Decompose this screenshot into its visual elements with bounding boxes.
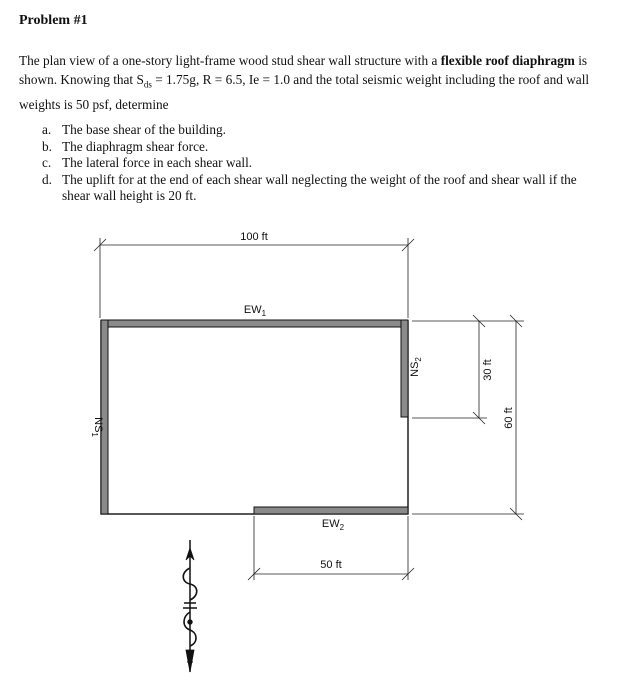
wall-label-ns2-sub: 2 xyxy=(414,357,423,362)
wall-label-ew1 xyxy=(244,304,267,318)
problem-title: Problem #1 xyxy=(19,13,88,28)
wall-label-ns2-base: NS xyxy=(409,361,421,377)
intro-bold-text: flexible roof diaphragm xyxy=(440,53,575,68)
wall-label-ew2-sub: 2 xyxy=(339,523,345,532)
wall-label-ns2 xyxy=(409,357,423,377)
wall-label-ew1-sub: 1 xyxy=(261,309,267,318)
intro-text-1: The plan view of a one-story light-frame wood stud shear wall structure with a xyxy=(19,53,441,68)
wall-label-ew2 xyxy=(322,518,345,532)
wall-ew2 xyxy=(254,507,408,514)
question-label: d. xyxy=(42,171,52,187)
wall-label-ew2-base: EW xyxy=(321,518,340,530)
wall-label-ns1-sub: 1 xyxy=(90,432,99,437)
wall-label-ns1-base: NS xyxy=(92,417,104,433)
question-text: The diaphragm shear force. xyxy=(62,138,209,154)
question-label: a. xyxy=(42,122,52,137)
wall-label-ew1-base: EW xyxy=(243,304,262,316)
building-outline xyxy=(101,321,408,514)
dim-label-top: 100 ft xyxy=(240,231,268,243)
dim-label-right-inner: 30 ft xyxy=(482,359,494,381)
question-text: The base shear of the building. xyxy=(62,122,226,137)
dim-label-right-outer: 60 ft xyxy=(503,407,515,429)
wall-ns2 xyxy=(401,320,408,417)
question-text: The lateral force in each shear wall. xyxy=(62,155,253,170)
wall-ew1 xyxy=(101,320,408,327)
north-arrow-icon xyxy=(183,540,197,672)
dim-label-bottom: 50 ft xyxy=(320,559,342,571)
question-label: b. xyxy=(42,138,52,154)
shear-walls xyxy=(101,320,408,514)
intro-text-2: is shown. Knowing that S xyxy=(19,53,588,87)
intro-subscript: ds xyxy=(143,79,152,90)
question-text: The uplift for at the end of each shear wall neglecting the weight of the roof and shear wall if the shear wall height is 20 ft. xyxy=(62,171,577,203)
intro-text-3: = 1.75g, R = 6.5, Ie = 1.0 and the total seismic weight including the roof and wall weights is 50 psf, determine xyxy=(19,72,590,112)
question-label: c. xyxy=(42,155,52,170)
